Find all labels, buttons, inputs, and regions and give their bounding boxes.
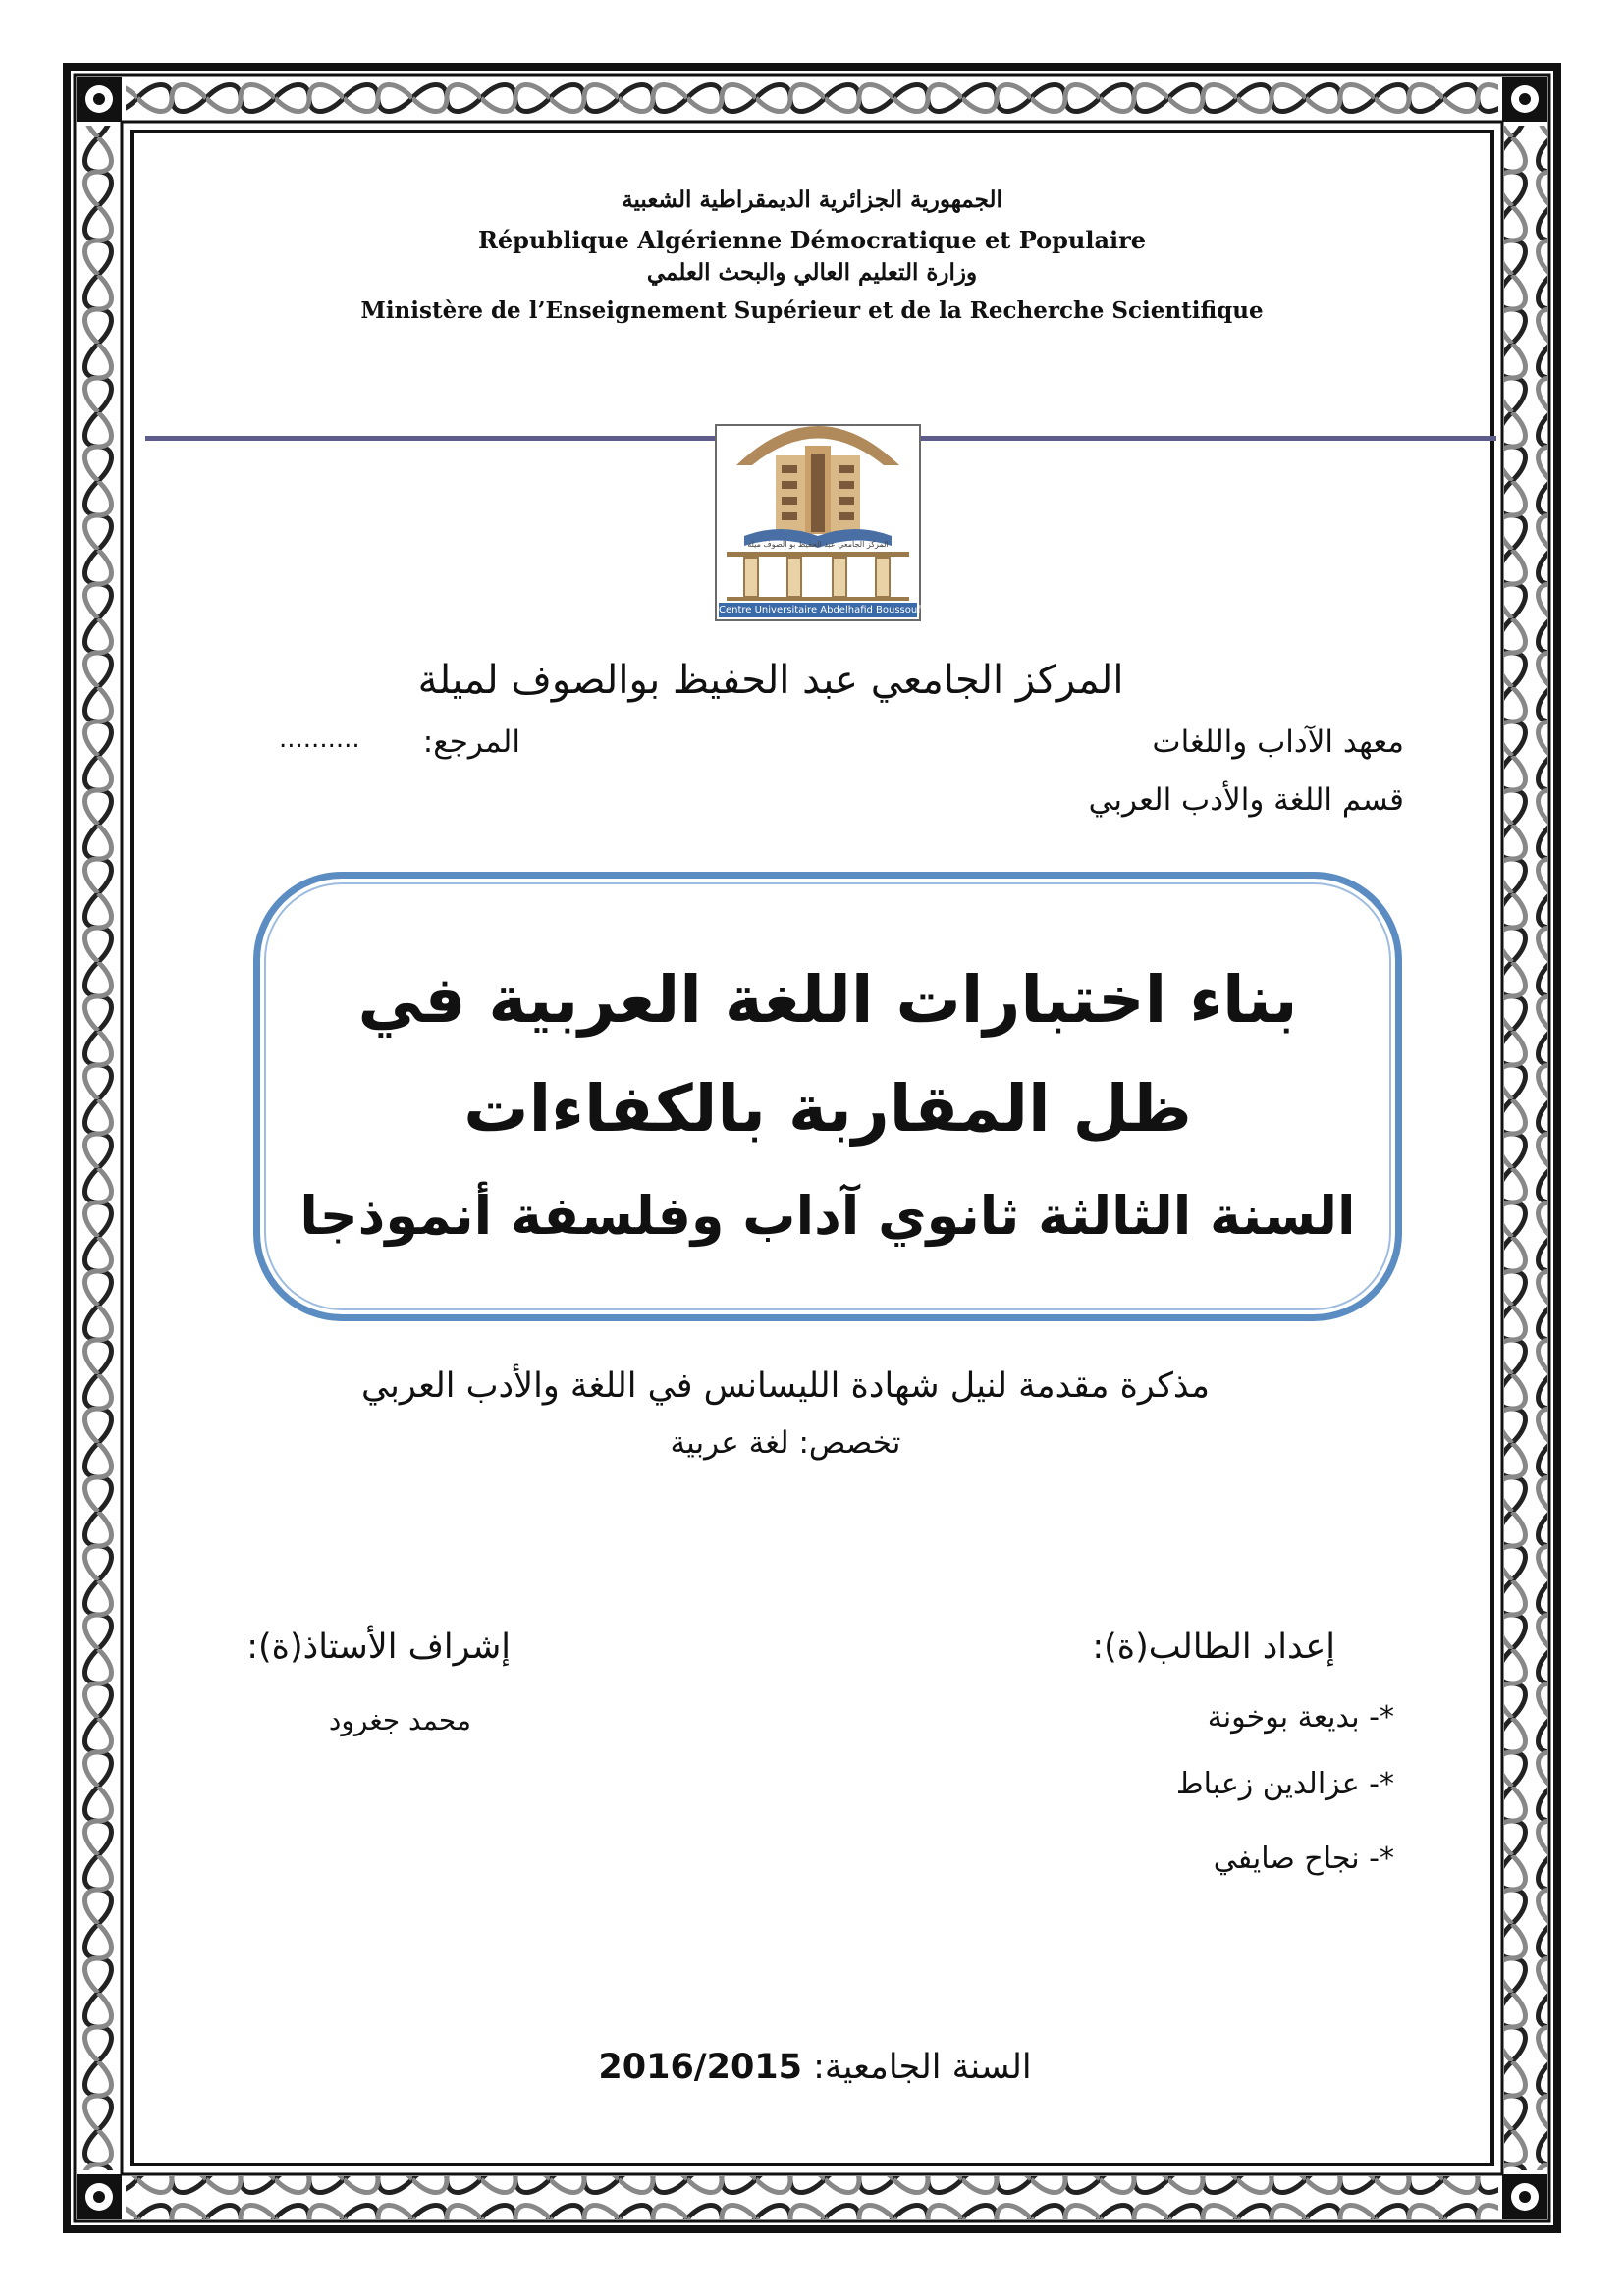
department-name: قسم اللغة والأدب العربي xyxy=(1088,782,1404,818)
degree-statement: مذكرة مقدمة لنيل شهادة الليسانس في اللغة والأدب العربي xyxy=(360,1366,1211,1406)
bullet: *- xyxy=(1369,1842,1394,1876)
student-item xyxy=(982,1767,1394,1801)
republic-french: République Algérienne Démocratique et Populaire xyxy=(477,226,1147,254)
specialty: تخصص: لغة عربية xyxy=(670,1425,901,1461)
title-box xyxy=(253,872,1402,1321)
bullet: *- xyxy=(1369,1767,1394,1801)
academic-year-label: السنة الجامعية: xyxy=(813,2048,1032,2087)
students-label: إعداد الطالب(ة): xyxy=(1092,1628,1335,1667)
reference-value: .......... xyxy=(279,724,360,754)
bullet: *- xyxy=(1369,1700,1394,1735)
ministry-arabic: وزارة التعليم العالي والبحث العلمي xyxy=(646,259,978,286)
university-logo xyxy=(715,424,945,621)
student-item xyxy=(982,1700,1394,1735)
institute-name: معهد الآداب واللغات xyxy=(1152,724,1404,760)
supervisor-name: محمد جغرود xyxy=(328,1704,471,1736)
ministry-french: Ministère de l’Enseignement Supérieur et de la Recherche Scientifique xyxy=(360,297,1264,324)
header-rule-right xyxy=(917,436,1496,441)
building-icon xyxy=(717,426,945,619)
title-line-3: السنة الثالثة ثانوي آداب وفلسفة أنموذجا xyxy=(299,1185,1356,1247)
header-rule-left xyxy=(145,436,715,441)
student-name: بديعة بوخونة xyxy=(1207,1700,1360,1735)
student-item xyxy=(982,1842,1394,1876)
logo-caption-french: Centre Universitaire Abdelhafid Boussouf Mila xyxy=(719,605,945,615)
student-name: عزالدين زعباط xyxy=(1175,1767,1360,1801)
title-line-2: ظل المقاربة بالكفاءات xyxy=(463,1071,1192,1147)
university-name: المركز الجامعي عبد الحفيظ بوالصوف لميلة xyxy=(417,658,1124,703)
title-line-1: بناء اختبارات اللغة العربية في xyxy=(357,962,1298,1038)
academic-year xyxy=(491,2048,1139,2087)
republic-arabic: الجمهورية الجزائرية الديمقراطية الشعبية xyxy=(622,187,1002,213)
academic-year-value: 2016/2015 xyxy=(598,2048,802,2087)
logo-caption-arabic: المركز الجامعي عبد الحفيظ بو الصوف ميلة xyxy=(747,540,889,549)
reference-label: المرجع: xyxy=(422,724,520,760)
student-name: نجاح صايفي xyxy=(1213,1842,1360,1876)
supervisor-label: إشراف الأستاذ(ة): xyxy=(246,1628,511,1667)
